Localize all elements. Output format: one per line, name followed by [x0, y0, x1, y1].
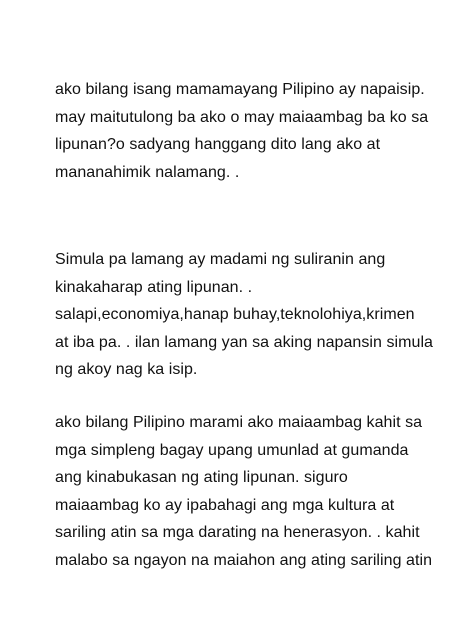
paragraph-1: [55, 76, 435, 186]
text-line: ang kinabukasan ng ating lipunan. siguro: [55, 469, 348, 487]
text-line: lipunan?o sadyang hanggang dito lang ako at: [55, 136, 381, 154]
text-line: salapi,economiya,hanap buhay,teknolohiya,krimen: [55, 306, 415, 324]
text-line: mananahimik nalamang. .: [55, 163, 240, 181]
paragraph-3: [55, 409, 435, 575]
text-line: ng akoy nag ka isip.: [55, 361, 198, 379]
text-line: malabo sa ngayon na maiahon ang ating sariling atin: [55, 551, 433, 569]
text-line: sariling atin sa mga darating na henerasyon. . kahit: [55, 524, 420, 542]
text-line: Simula pa lamang ay madami ng suliranin ang: [55, 251, 386, 268]
paragraph-2: [55, 246, 435, 384]
text-line: maiaambag ko ay ipabahagi ang mga kultura at: [55, 496, 395, 514]
text-line: at iba pa. . ilan lamang yan sa aking napansin simula: [55, 333, 433, 351]
text-line: ako bilang isang mamamayang Pilipino ay napaisip.: [55, 81, 425, 98]
text-line: mga simpleng bagay upang umunlad at gumanda: [55, 441, 409, 459]
text-line: may maitutulong ba ako o may maiaambag ba ko sa: [55, 108, 429, 126]
text-line: ako bilang Pilipino marami ako maiaambag kahit sa: [55, 414, 423, 431]
text-line: kinakaharap ating lipunan. .: [55, 278, 253, 296]
